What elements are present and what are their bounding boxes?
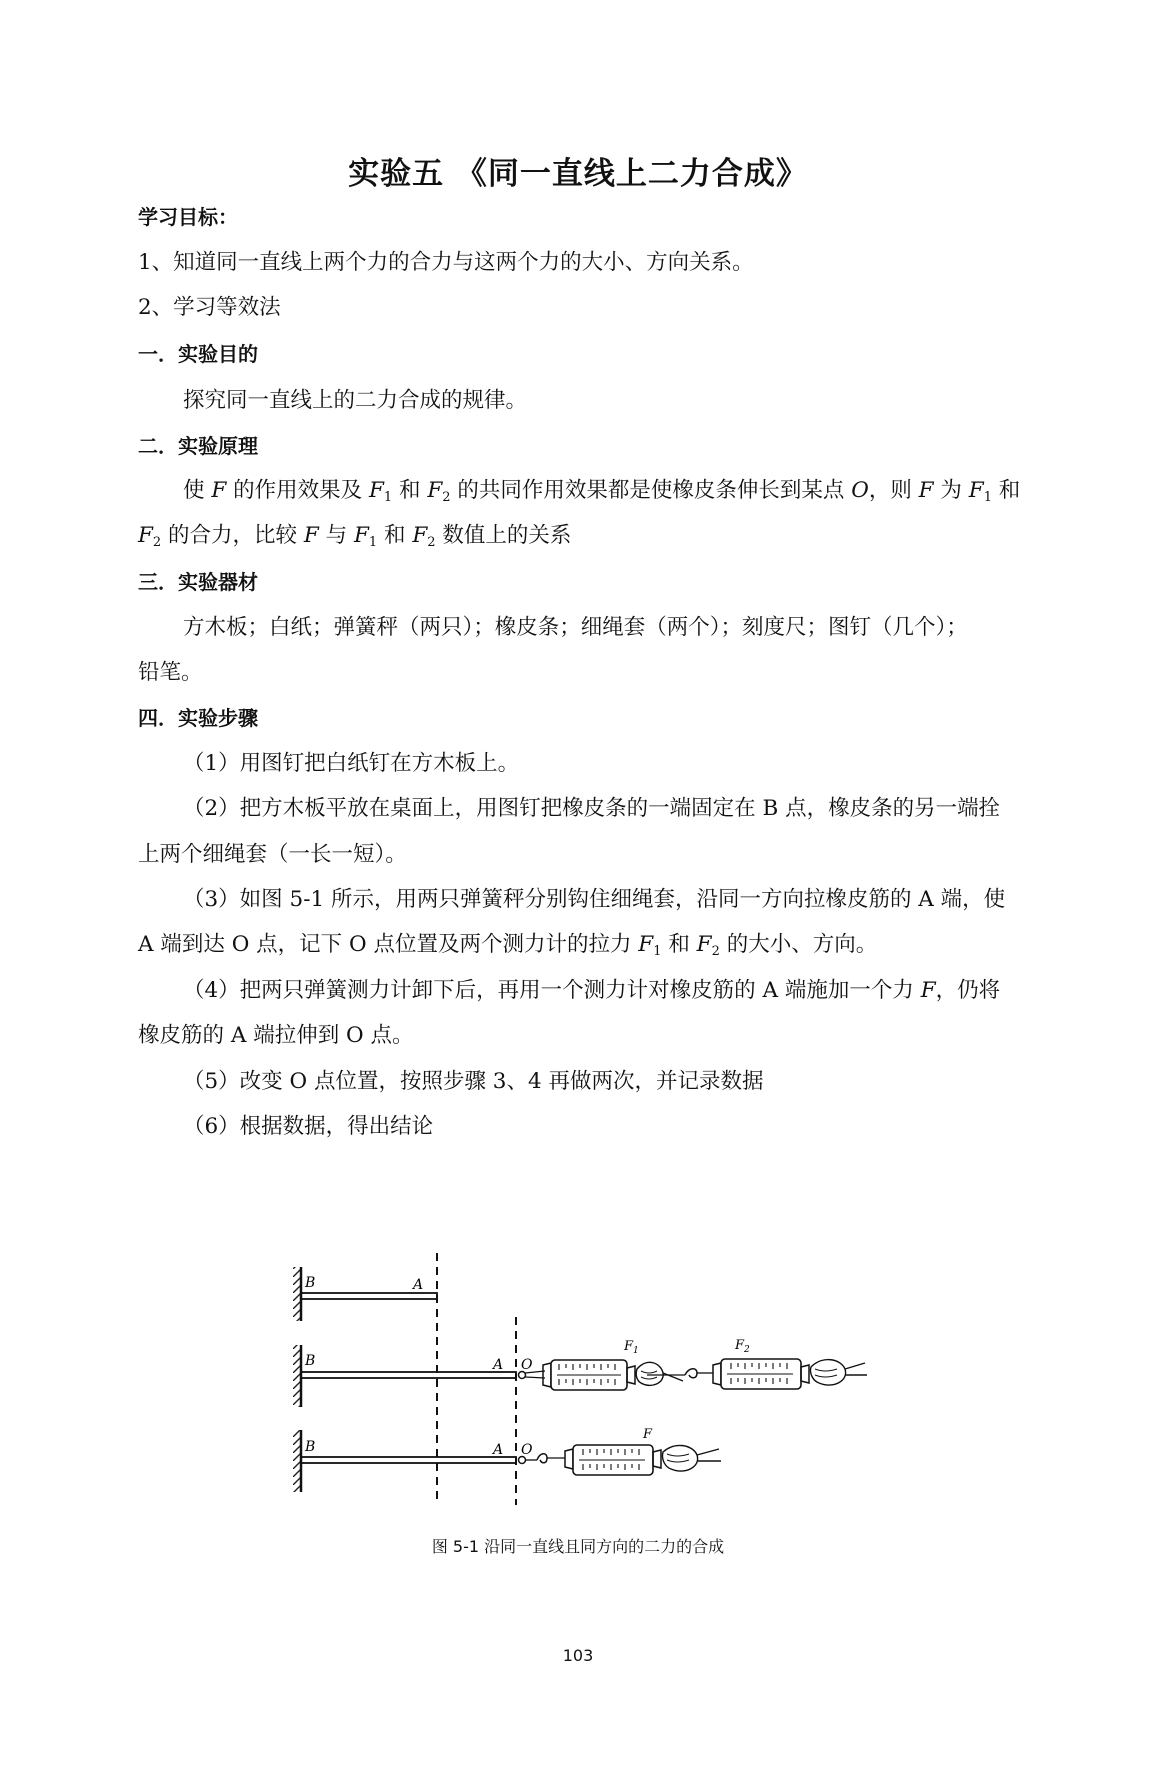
label-f2: $F_2$ xyxy=(735,1338,750,1355)
label-o: O xyxy=(521,1357,533,1373)
purpose-text: 探究同一直线上的二力合成的规律。 xyxy=(183,388,528,413)
step-2-line-2: 上两个细绳套（一长一短）。 xyxy=(138,842,407,867)
label-a: A xyxy=(493,1442,504,1458)
step-4-line-1: （4）把两只弹簧测力计卸下后，再用一个测力计对橡皮筋的 A 端施加一个力 F，仍将 xyxy=(183,978,1001,1003)
step-2-line-1: （2）把方木板平放在桌面上，用图钉把橡皮条的一端固定在 B 点，橡皮条的另一端拴 xyxy=(183,796,1001,821)
step-3-line-1: （3）如图 5-1 所示，用两只弹簧秤分别钩住细绳套，沿同一方向拉橡皮筋的 A 端，使 xyxy=(183,887,1006,912)
row-unstretched xyxy=(293,1267,437,1321)
objective-item-1: 1、知道同一直线上两个力的合力与这两个力的大小、方向关系。 xyxy=(138,250,754,275)
objectives-heading: 学习目标： xyxy=(138,205,238,229)
spring-scale-3 xyxy=(565,1427,721,1475)
page-number: 103 xyxy=(562,1646,594,1665)
step-1: （1）用图钉把白纸钉在方木板上。 xyxy=(183,751,520,776)
hand-1 xyxy=(636,1362,663,1385)
label-f: F xyxy=(643,1427,653,1442)
step-6: （6）根据数据，得出结论 xyxy=(183,1114,434,1139)
principle-heading: 二．实验原理 xyxy=(138,434,258,458)
spring-scale-2 xyxy=(713,1338,867,1389)
row-two-scales xyxy=(293,1338,867,1407)
purpose-heading: 一．实验目的 xyxy=(138,342,258,366)
principle-line-2: $F_2$ 的合力，比较 F 与 $F_1$ 和 $F_2$ 数值上的关系 xyxy=(138,523,572,550)
label-b: B xyxy=(305,1275,316,1291)
step-3-line-2: A 端到达 O 点，记下 O 点位置及两个测力计的拉力 $F_1$ 和 $F_2$ 的大小、方向。 xyxy=(138,932,878,959)
equipment-heading: 三．实验器材 xyxy=(138,570,258,594)
objective-item-2: 2、学习等效法 xyxy=(138,295,281,320)
spring-scale-1 xyxy=(543,1339,683,1390)
rubber-band xyxy=(301,1457,516,1463)
row-one-scale xyxy=(293,1427,721,1492)
label-b: B xyxy=(305,1439,316,1455)
step-5: （5）改变 O 点位置，按照步骤 3、4 再做两次，并记录数据 xyxy=(183,1069,764,1094)
steps-heading: 四．实验步骤 xyxy=(138,706,258,730)
equipment-line-1: 方木板；白纸；弹簧秤（两只）；橡皮条；细绳套（两个）；刻度尺；图钉（几个）； xyxy=(183,615,968,640)
equipment-line-2: 铅笔。 xyxy=(138,660,203,685)
label-b: B xyxy=(305,1353,316,1369)
label-a: A xyxy=(413,1277,424,1293)
label-a: A xyxy=(493,1357,504,1373)
hand-2 xyxy=(810,1360,845,1385)
hand-3 xyxy=(662,1445,697,1471)
step-4-line-2: 橡皮筋的 A 端拉伸到 O 点。 xyxy=(138,1023,414,1048)
label-f1: $F_1$ xyxy=(624,1339,639,1356)
rubber-band xyxy=(301,1293,437,1299)
page-title: 实验五 《同一直线上二力合成》 xyxy=(348,156,808,192)
rubber-band xyxy=(301,1372,516,1378)
principle-line-1: 使 F 的作用效果及 $F_1$ 和 $F_2$ 的共同作用效果都是使橡皮条伸长到某点 O，则 F 为 $F_1$ 和 xyxy=(183,478,1021,505)
figure-caption: 图 5-1 沿同一直线且同方向的二力的合成 xyxy=(431,1537,725,1556)
label-o: O xyxy=(521,1442,533,1458)
